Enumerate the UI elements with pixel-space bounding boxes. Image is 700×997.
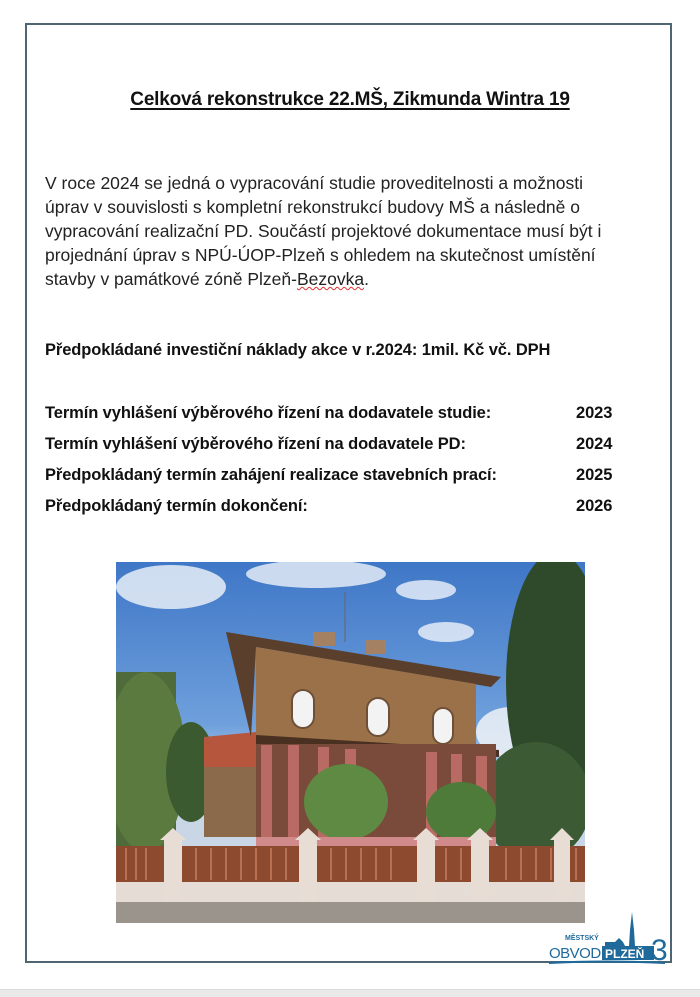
terms-list bbox=[45, 404, 645, 528]
term-year: 2023 bbox=[576, 404, 613, 422]
city-district-logo-icon bbox=[545, 910, 673, 970]
term-label: Termín vyhlášení výběrového řízení na dodavatele PD: bbox=[45, 435, 466, 453]
logo-top-text: MĚSTSKÝ bbox=[565, 935, 599, 942]
logo-right-text: PLZEŇ bbox=[605, 947, 645, 961]
obvod-plzen-3-logo bbox=[545, 910, 673, 970]
term-row bbox=[45, 466, 645, 497]
intro-paragraph bbox=[45, 171, 660, 291]
term-label: Předpokládaný termín zahájení realizace stavebních prací: bbox=[45, 466, 497, 484]
investment-cost: Předpokládané investiční náklady akce v r.2024: 1mil. Kč vč. DPH bbox=[45, 341, 551, 359]
term-year: 2024 bbox=[576, 435, 613, 453]
term-label: Předpokládaný termín dokončení: bbox=[45, 497, 308, 515]
term-year: 2025 bbox=[576, 466, 613, 484]
intro-line: projednání úprav s NPÚ-ÚOP-Plzeň s ohledem na skutečnost umístění bbox=[45, 245, 596, 265]
intro-line: V roce 2024 se jedná o vypracování studie proveditelnosti a možnosti bbox=[45, 173, 583, 193]
term-label: Termín vyhlášení výběrového řízení na dodavatele studie: bbox=[45, 404, 492, 422]
building-photo-illustration bbox=[116, 562, 585, 923]
spellcheck-word: Bezovka bbox=[296, 269, 365, 289]
logo-left-text: OBVOD bbox=[549, 945, 601, 962]
intro-line: vypracování realizační PD. Součástí projektové dokumentace musí být i bbox=[45, 221, 602, 241]
intro-line: úprav v souvislosti s kompletní rekonstrukcí budovy MŠ a následně o bbox=[45, 197, 580, 217]
building-photo bbox=[116, 562, 585, 923]
term-year: 2026 bbox=[576, 497, 613, 515]
intro-text: . bbox=[364, 269, 369, 289]
logo-number: 3 bbox=[651, 934, 668, 967]
intro-text: stavby v památkové zóně Plzeň- bbox=[45, 269, 297, 289]
term-row bbox=[45, 497, 645, 528]
term-row bbox=[45, 435, 645, 466]
term-row bbox=[45, 404, 645, 435]
intro-line bbox=[45, 267, 660, 291]
document-title: Celková rekonstrukce 22.MŠ, Zikmunda Wintra 19 bbox=[130, 89, 570, 110]
